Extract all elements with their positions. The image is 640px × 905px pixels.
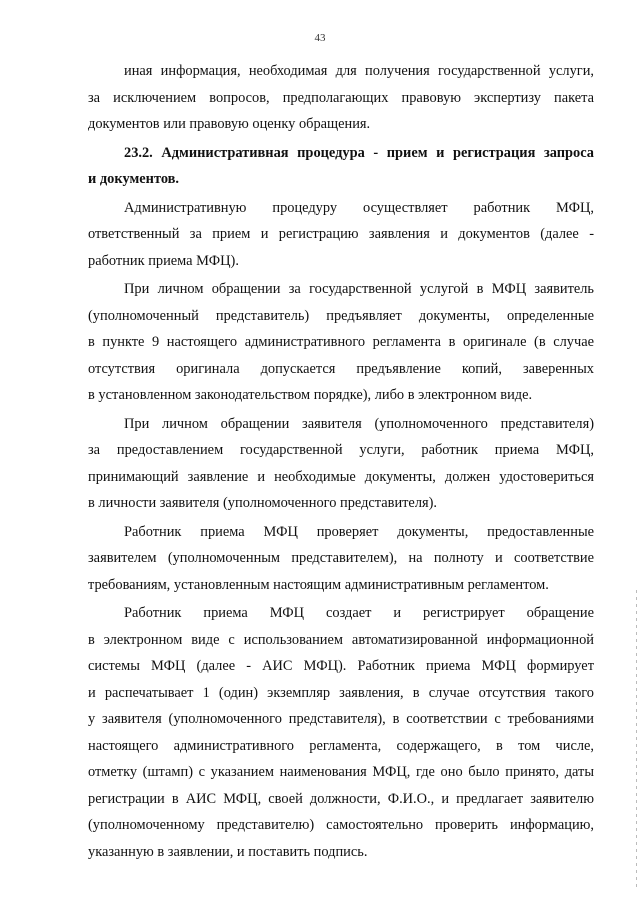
text-line: в электронном виде с использованием автоматизированной информационной [88,631,594,648]
text-line: ответственный за прием и регистрацию заявления и документов (далее - [88,226,594,242]
text-line: Административную процедуру осуществляет работник МФЦ, [124,199,594,216]
text-line: иная информация, необходимая для получения государственной услуги, [124,63,594,79]
text-line: документов или правовую оценку обращения. [88,116,371,132]
text-line: принимающий заявление и необходимые документы, должен удостовериться [88,468,594,485]
text-line: в личности заявителя (уполномоченного представителя). [88,495,438,511]
text-line: (уполномоченному представителю) самостоятельно проверить информацию, [88,817,594,833]
section-heading [88,140,594,193]
text-line: указанную в заявлении, и поставить подпись. [88,843,368,860]
text-line: При личном обращении заявителя (уполномоченного представителя) [124,415,594,432]
page-number: 43 [314,32,326,44]
text-line: При личном обращении за государственной услугой в МФЦ заявитель [124,281,594,297]
text-line: за предоставлением государственной услуги, работник приема МФЦ, [88,442,594,458]
text-line: 23.2. Административная процедура - прием и регистрация запроса [124,144,594,161]
text-line: регистрации в АИС МФЦ, своей должности, Ф.И.О., и предлагает заявителю [88,790,594,807]
paragraph [88,58,594,138]
paragraph [88,519,594,599]
text-line: системы МФЦ (далее - АИС МФЦ). Работник приема МФЦ формирует [88,658,594,674]
document-body [88,58,594,865]
paragraph [88,411,594,517]
paragraph [88,276,594,409]
text-line: работник приема МФЦ). [88,252,239,269]
text-line: у заявителя (уполномоченного представителя), в соответствии с требованиями [88,711,594,727]
scan-edge-artifact [636,590,637,890]
text-line: требованиям, установленным настоящим административным регламентом. [88,576,549,593]
paragraph [88,195,594,275]
text-line: в установленном законодательством порядке), либо в электронном виде. [88,387,533,403]
text-line: и распечатывает 1 (один) экземпляр заявления, в случае отсутствия такого [88,684,594,701]
text-line: отметку (штамп) с указанием наименования МФЦ, где оно было принято, даты [88,764,594,780]
text-line: отсутствия оригинала допускается предъявление копий, заверенных [88,360,594,377]
text-line: в пункте 9 настоящего административного регламента в оригинале (в случае [88,334,594,350]
text-line: Работник приема МФЦ создает и регистрирует обращение [124,605,594,621]
text-line: настоящего административного регламента, содержащего, в том числе, [88,737,594,754]
text-line: за исключением вопросов, предполагающих правовую экспертизу пакета [88,89,594,106]
text-line: и документов. [88,171,180,187]
text-line: заявителем (уполномоченным представителем), на полноту и соответствие [88,550,594,566]
text-line: (уполномоченный представитель) предъявляет документы, определенные [88,307,594,324]
paragraph [88,600,594,865]
text-line: Работник приема МФЦ проверяет документы, предоставленные [124,523,594,540]
